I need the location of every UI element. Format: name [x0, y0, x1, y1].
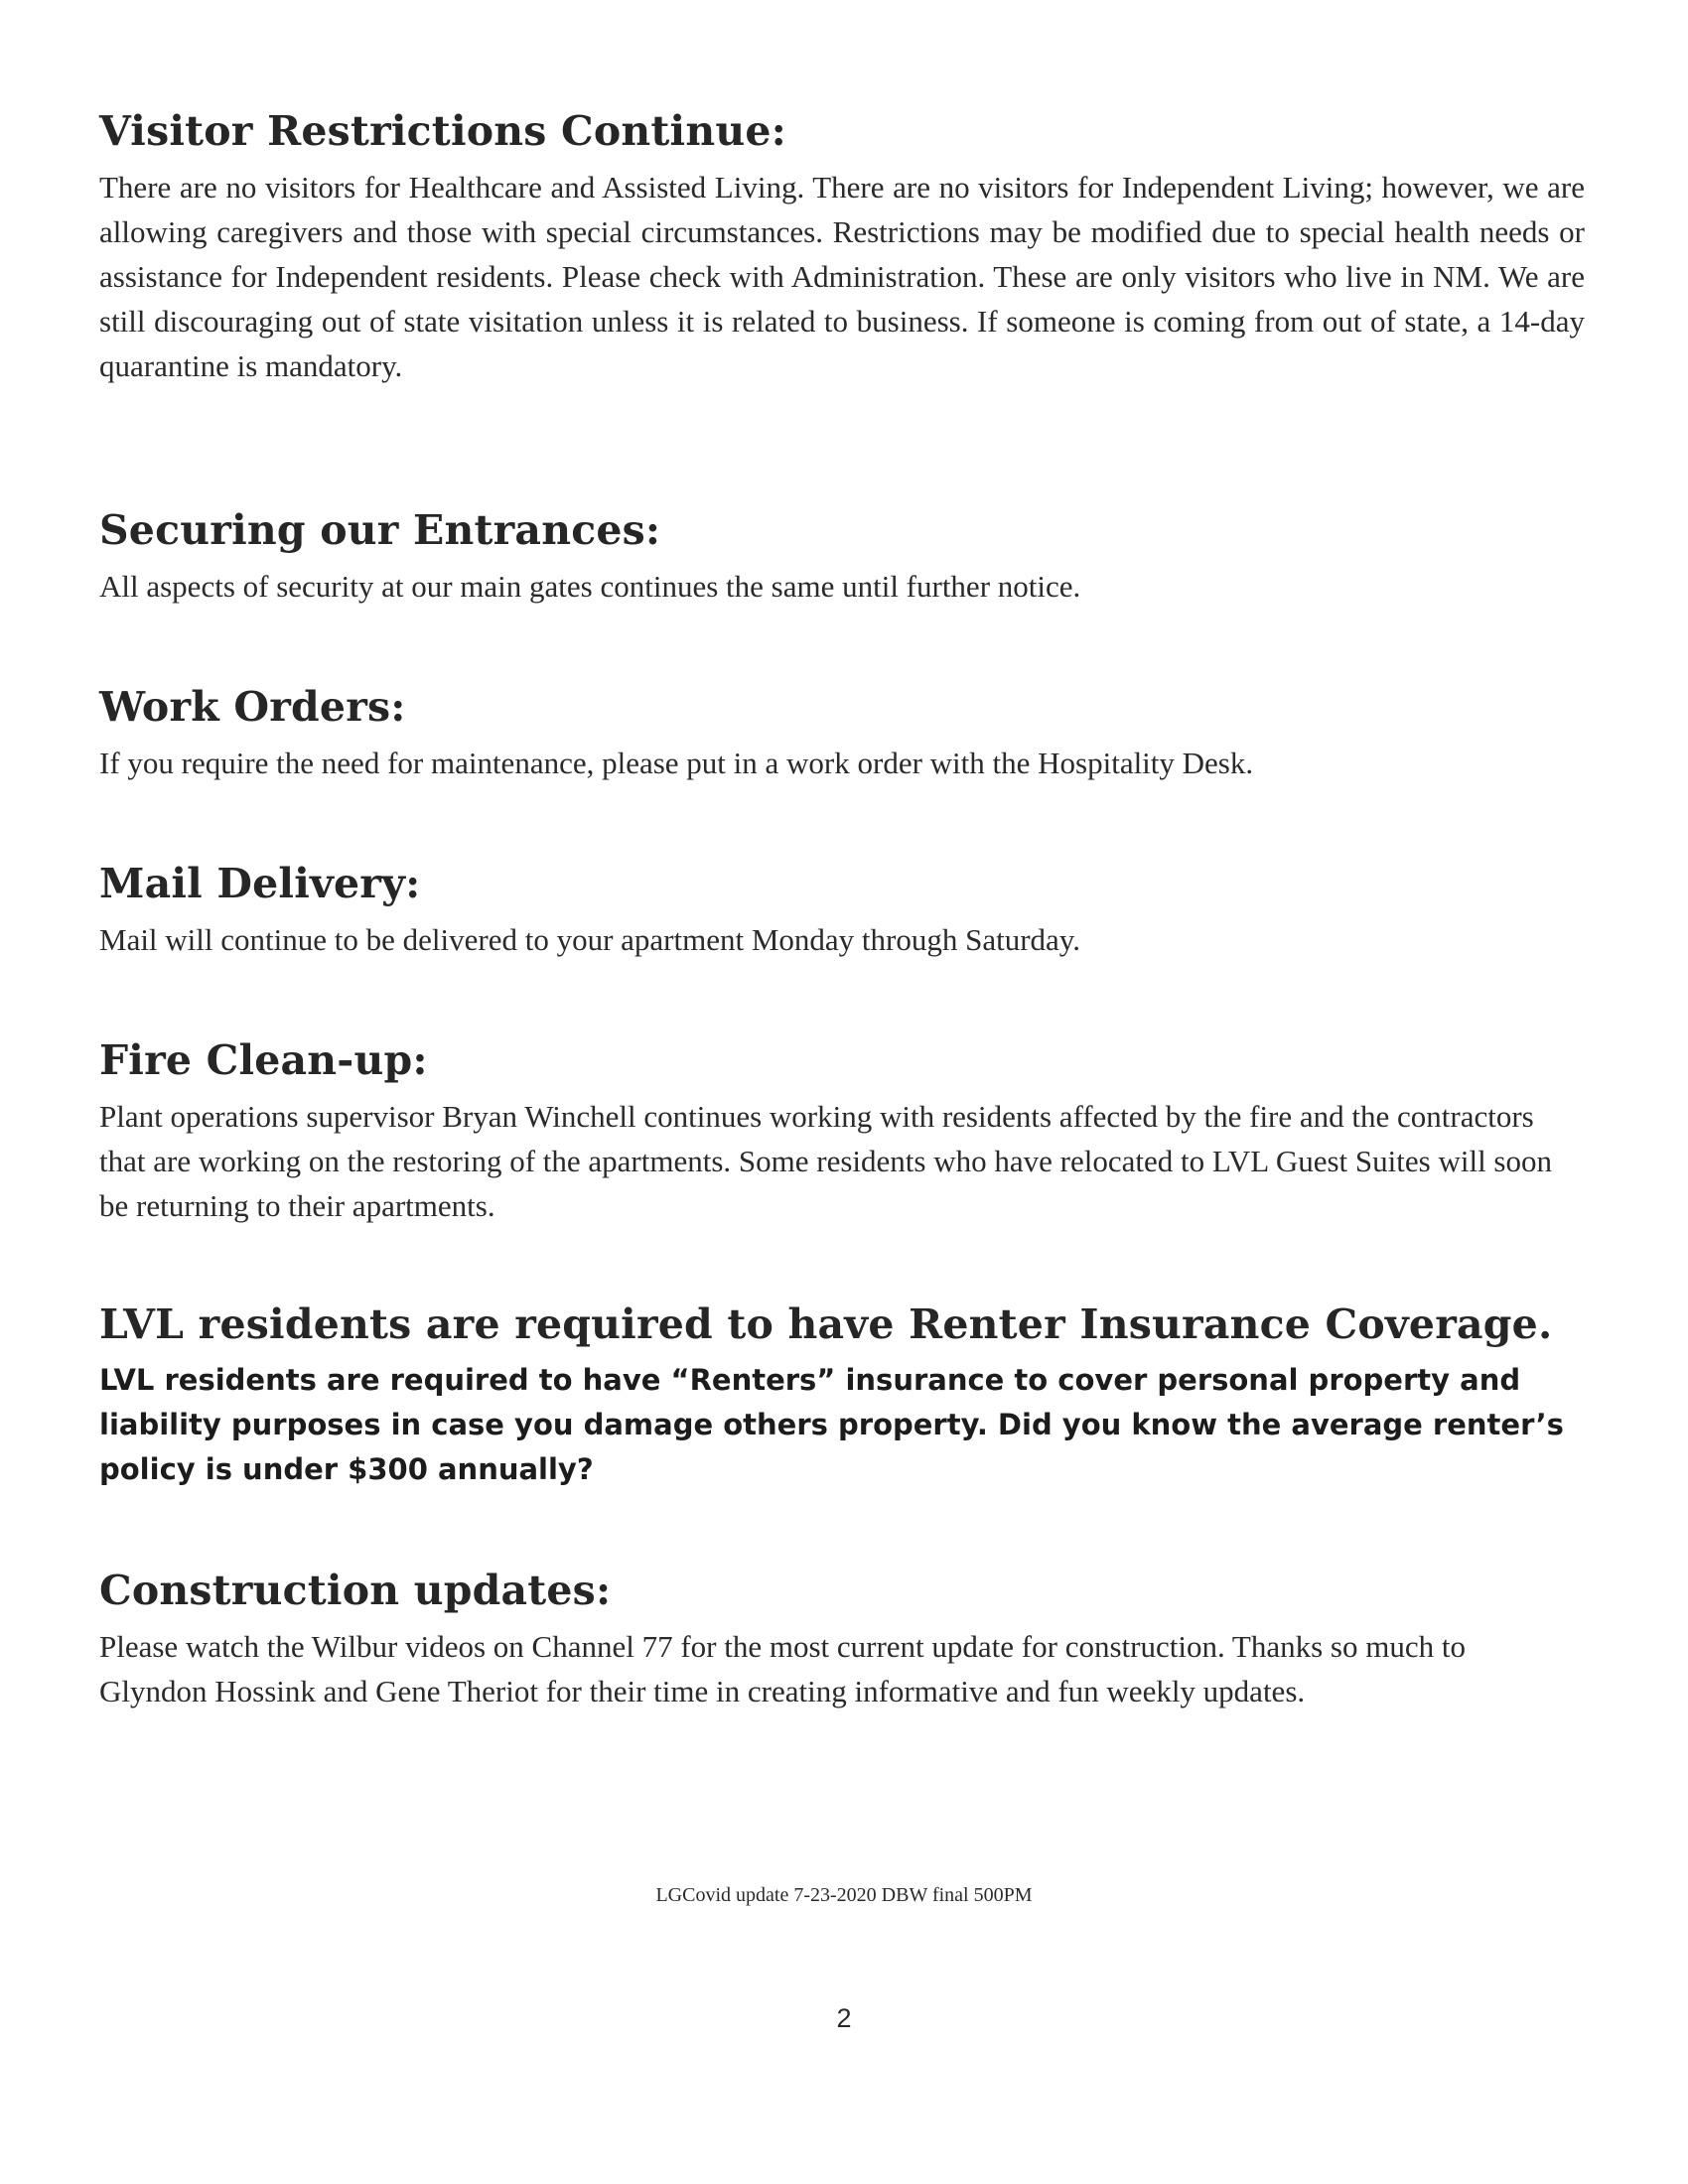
- section-heading: Visitor Restrictions Continue:: [99, 107, 786, 155]
- section-renter-insurance: [99, 1298, 1585, 1492]
- section-body: Plant operations supervisor Bryan Winchell continues working with residents affected by the fire and the contractors that are working on the restoring of the apartments. Some residents who have relocated to LVL Guest Suites will soon be returning to their apartments.: [99, 1099, 1552, 1223]
- section-heading: Securing our Entrances:: [99, 506, 661, 554]
- section-heading: LVL residents are required to have Renter Insurance Coverage.: [99, 1300, 1553, 1348]
- section-work-orders: [99, 681, 1585, 785]
- section-body: Mail will continue to be delivered to your apartment Monday through Saturday.: [99, 922, 1081, 957]
- section-heading: Construction updates:: [99, 1567, 612, 1614]
- section-mail-delivery: [99, 858, 1585, 962]
- section-body: All aspects of security at our main gates continues the same until further notice.: [99, 569, 1081, 604]
- section-body: If you require the need for maintenance, please put in a work order with the Hospitality Desk.: [99, 746, 1254, 780]
- section-visitor-restrictions: [99, 105, 1585, 388]
- section-securing-entrances: [99, 504, 1585, 609]
- section-heading: Work Orders:: [99, 683, 406, 731]
- section-body: Please watch the Wilbur videos on Channel 77 for the most current update for construction. Thanks so much to Glyndon Hossink and Gene Theriot for their time in creating informative and fun weekly updates.: [99, 1629, 1466, 1708]
- section-construction-updates: [99, 1565, 1585, 1713]
- page-number: 2: [836, 2003, 852, 2033]
- section-fire-cleanup: [99, 1034, 1585, 1228]
- section-heading: Mail Delivery:: [99, 860, 421, 907]
- section-body: There are no visitors for Healthcare and Assisted Living. There are no visitors for Independent Living; however, we are allowing caregivers and those with special circumstances. Restrictions may be modified due to special health needs or assistance for Independent residents. Please check with Administration. These are only visitors who live in NM. We are still discouraging out of state visitation unless it is related to business. If someone is coming from out of state, a 14-day quarantine is mandatory.: [99, 170, 1585, 383]
- section-body: LVL residents are required to have “Renters” insurance to cover personal property and liability purposes in case you damage others property. Did you know the average renter’s policy is under $300 annually?: [99, 1363, 1564, 1486]
- footer-note: LGCovid update 7-23-2020 DBW final 500PM: [655, 1884, 1033, 1906]
- section-heading: Fire Clean-up:: [99, 1036, 428, 1084]
